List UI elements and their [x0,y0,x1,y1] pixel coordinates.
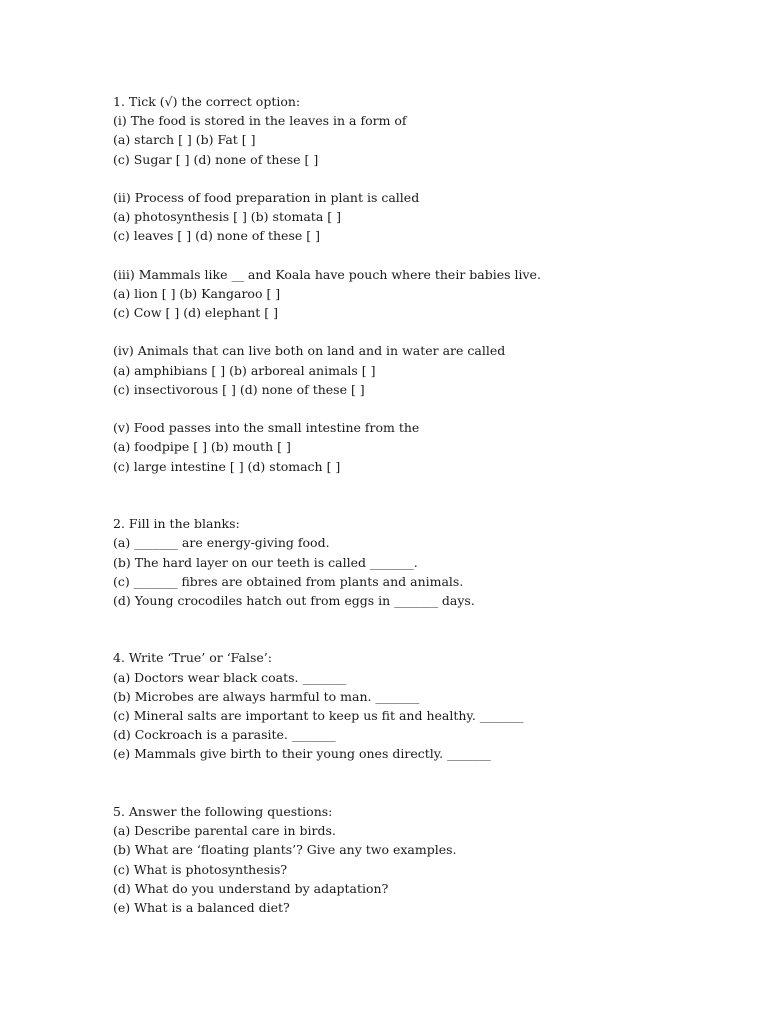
spacer [113,399,733,418]
mcq-item-iv [113,341,733,399]
mcq-options-row: (c) large intestine [ ] (d) stomach [ ] [113,458,341,474]
spacer [113,764,733,802]
mcq-item-v [113,418,733,476]
mcq-options-row: (a) photosynthesis [ ] (b) stomata [ ] [113,209,341,225]
mcq-question: (iv) Animals that can live both on land and in water are called [113,343,506,359]
mcq-options-row: (c) insectivorous [ ] (d) none of these [ ] [113,381,365,397]
question-2-section [113,514,733,610]
mcq-options-row: (a) starch [ ] (b) Fat [ ] [113,132,256,148]
mcq-options-row: (a) lion [ ] (b) Kangaroo [ ] [113,285,281,301]
mcq-question: (v) Food passes into the small intestine from the [113,420,420,436]
true-false-item: (c) Mineral salts are important to keep us fit and healthy. _______ [113,708,524,724]
mcq-question: (iii) Mammals like __ and Koala have pouch where their babies live. [113,266,541,282]
mcq-item-iii [113,265,733,323]
short-answer-item: (a) Describe parental care in birds. [113,823,336,839]
mcq-item-ii [113,188,733,246]
short-answer-item: (c) What is photosynthesis? [113,861,288,877]
question-5-section [113,802,733,917]
question-1-section [113,92,733,476]
mcq-question: (ii) Process of food preparation in plant is called [113,189,420,205]
question-2-heading: 2. Fill in the blanks: [113,516,240,532]
short-answer-item: (e) What is a balanced diet? [113,899,290,915]
true-false-item: (d) Cockroach is a parasite. _______ [113,727,336,743]
fill-blank-item: (d) Young crocodiles hatch out from eggs in _______ days. [113,592,475,608]
mcq-options-row: (c) leaves [ ] (d) none of these [ ] [113,228,320,244]
short-answer-item: (b) What are ‘floating plants’? Give any two examples. [113,842,457,858]
spacer [113,246,733,265]
spacer [113,169,733,188]
fill-blank-item: (c) _______ fibres are obtained from plants and animals. [113,573,464,589]
spacer [113,610,733,648]
mcq-options-row: (c) Cow [ ] (d) elephant [ ] [113,305,278,321]
worksheet [113,92,733,917]
true-false-item: (e) Mammals give birth to their young ones directly. _______ [113,746,491,762]
mcq-question: (i) The food is stored in the leaves in a form of [113,113,407,129]
true-false-item: (a) Doctors wear black coats. _______ [113,669,347,685]
mcq-item-i [113,111,733,169]
spacer [113,476,733,514]
mcq-options-row: (c) Sugar [ ] (d) none of these [ ] [113,151,319,167]
question-4-heading: 4. Write ‘True’ or ‘False’: [113,650,272,666]
fill-blank-item: (a) _______ are energy-giving food. [113,535,330,551]
question-5-heading: 5. Answer the following questions: [113,803,333,819]
true-false-item: (b) Microbes are always harmful to man. _______ [113,688,420,704]
fill-blank-item: (b) The hard layer on our teeth is called _______. [113,554,418,570]
question-4-section [113,648,733,763]
mcq-options-row: (a) foodpipe [ ] (b) mouth [ ] [113,439,291,455]
spacer [113,322,733,341]
short-answer-item: (d) What do you understand by adaptation? [113,880,389,896]
question-1-heading: 1. Tick (√) the correct option: [113,94,301,109]
mcq-options-row: (a) amphibians [ ] (b) arboreal animals [ ] [113,362,376,378]
